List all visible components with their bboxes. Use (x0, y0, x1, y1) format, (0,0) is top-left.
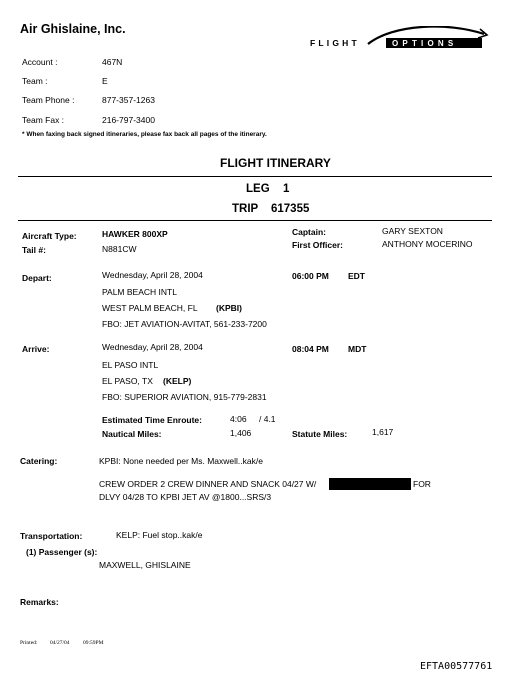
tail-label: Tail #: (22, 245, 46, 255)
printed-date: 04/27/04 (50, 640, 70, 646)
trip-divider (18, 220, 492, 221)
arrive-time: 08:04 PM (292, 344, 329, 354)
ete-value: 4:06 (230, 414, 247, 424)
company-name: Air Ghislaine, Inc. (20, 22, 126, 36)
catering-line-1: KPBI: None needed per Ms. Maxwell..kak/e (99, 456, 263, 466)
catering-label: Catering: (20, 456, 58, 466)
depart-timezone: EDT (348, 271, 365, 281)
ete-label: Estimated Time Enroute: (102, 415, 202, 425)
account-label: Account : (22, 57, 58, 67)
passenger-name: MAXWELL, GHISLAINE (99, 560, 191, 570)
captain-value: GARY SEXTON (382, 226, 443, 236)
logo-text-options: OPTIONS (392, 39, 458, 48)
ete-decimal: / 4.1 (259, 414, 276, 424)
document-id: EFTA00577761 (420, 661, 493, 672)
team-label: Team : (22, 76, 48, 86)
arrive-timezone: MDT (348, 344, 367, 354)
passengers-label: (1) Passenger (s): (26, 547, 98, 557)
depart-time: 06:00 PM (292, 271, 329, 281)
leg-value: 1 (283, 183, 290, 195)
nautical-miles-label: Nautical Miles: (102, 429, 162, 439)
trip-label: TRIP (232, 203, 259, 215)
trip-value: 617355 (271, 203, 310, 215)
first-officer-value: ANTHONY MOCERINO (382, 239, 473, 249)
depart-label: Depart: (22, 273, 52, 283)
captain-label: Captain: (292, 227, 326, 237)
aircraft-type-value: HAWKER 800XP (102, 229, 168, 239)
depart-date: Wednesday, April 28, 2004 (102, 270, 203, 280)
catering-line-2: CREW ORDER 2 CREW DINNER AND SNACK 04/27 W/ (99, 479, 317, 489)
account-value: 467N (102, 57, 123, 67)
aircraft-type-label: Aircraft Type: (22, 231, 77, 241)
redaction-bar (329, 478, 411, 490)
arrive-label: Arrive: (22, 344, 50, 354)
itinerary-title: FLIGHT ITINERARY (220, 156, 331, 170)
depart-fbo: FBO: JET AVIATION-AVITAT, 561-233-7200 (102, 319, 267, 329)
team-fax-label: Team Fax : (22, 115, 65, 125)
depart-city: WEST PALM BEACH, FL (102, 303, 198, 313)
team-phone-value: 877-357-1263 (102, 95, 155, 105)
statute-miles-label: Statute Miles: (292, 429, 348, 439)
arrive-fbo: FBO: SUPERIOR AVIATION, 915-779-2831 (102, 392, 267, 402)
printed-time: 09:59PM (83, 640, 104, 646)
title-divider (18, 176, 492, 177)
arrive-date: Wednesday, April 28, 2004 (102, 342, 203, 352)
flight-options-logo-icon (308, 26, 492, 66)
statute-miles-value: 1,617 (372, 427, 394, 437)
leg-label: LEG (246, 183, 270, 195)
nautical-miles-value: 1,406 (230, 428, 252, 438)
remarks-label: Remarks: (20, 597, 59, 607)
team-fax-value: 216-797-3400 (102, 115, 155, 125)
arrive-airport: EL PASO INTL (102, 360, 159, 370)
team-phone-label: Team Phone : (22, 95, 75, 105)
printed-label: Printed: (20, 640, 38, 646)
arrive-code: (KELP) (163, 376, 192, 386)
transportation-label: Transportation: (20, 531, 83, 541)
depart-code: (KPBI) (216, 303, 242, 313)
team-value: E (102, 76, 108, 86)
catering-line-3: DLVY 04/28 TO KPBI JET AV @1800...SRS/3 (99, 492, 272, 502)
logo-text-flight: FLIGHT (310, 38, 360, 48)
fax-note: * When faxing back signed itineraries, please fax back all pages of the itinerary. (22, 131, 267, 138)
transportation-value: KELP: Fuel stop..kak/e (116, 530, 203, 540)
tail-value: N881CW (102, 244, 137, 254)
first-officer-label: First Officer: (292, 240, 344, 250)
arrive-city: EL PASO, TX (102, 376, 153, 386)
depart-airport: PALM BEACH INTL (102, 287, 177, 297)
catering-line-2-end: FOR (413, 479, 431, 489)
